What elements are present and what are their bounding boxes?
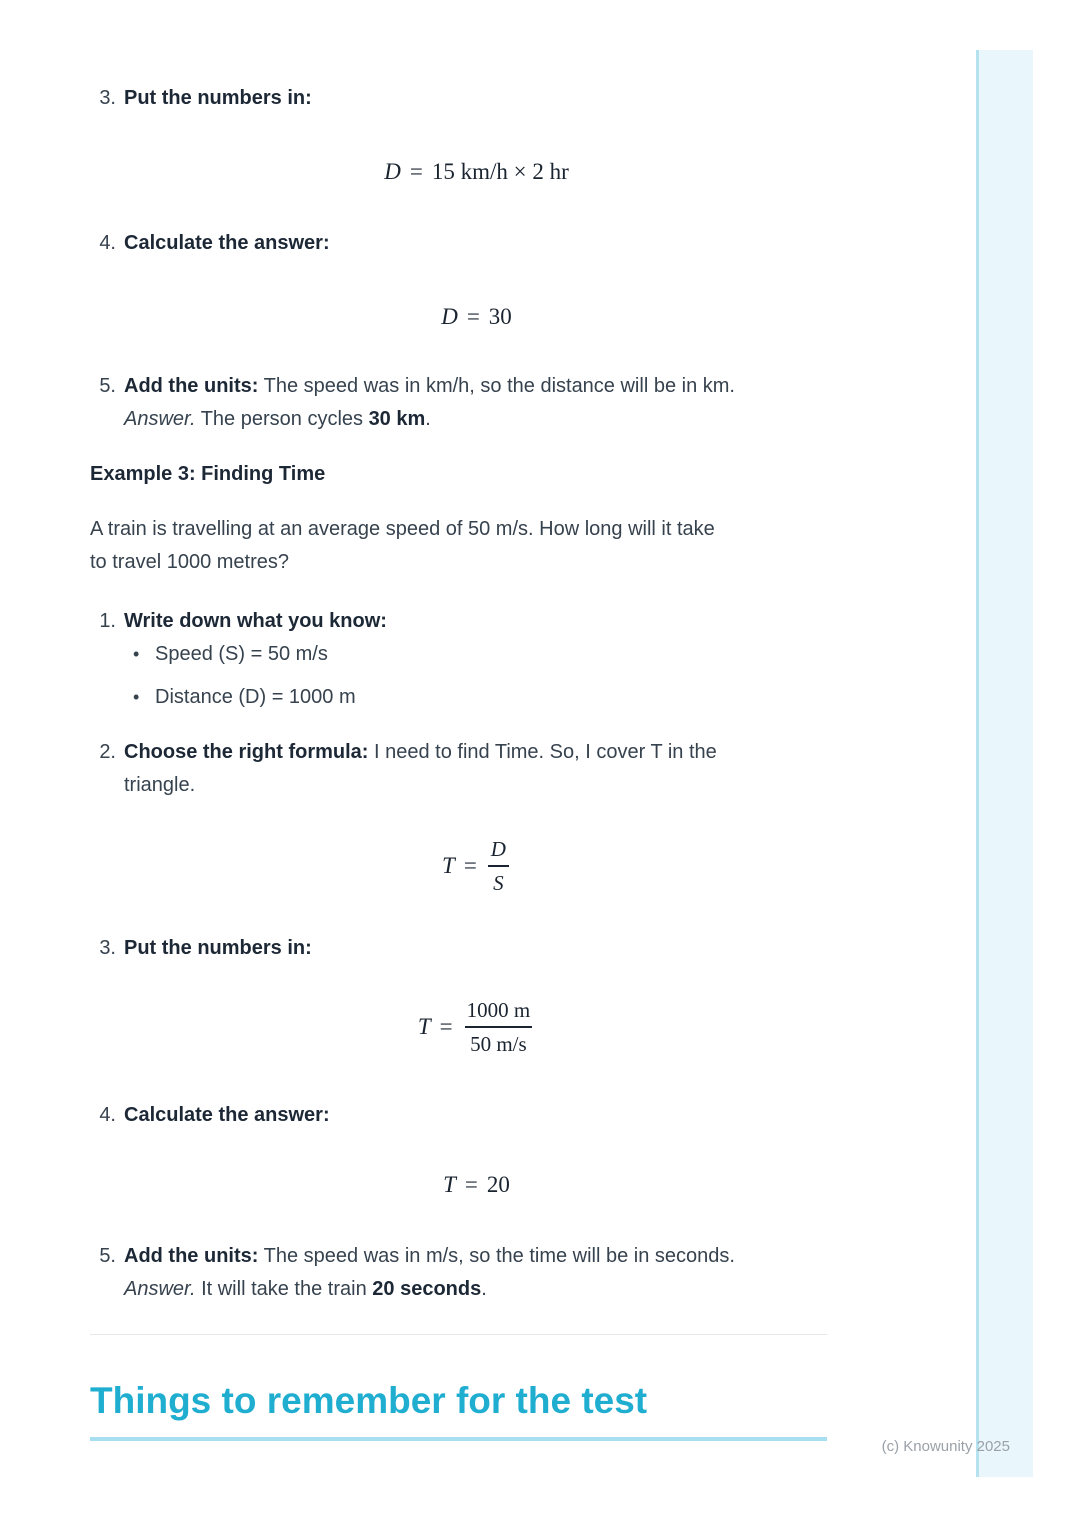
answer-label: Answer. — [124, 1278, 196, 1300]
document-content — [90, 0, 827, 1441]
step-text — [124, 736, 827, 802]
step-write-down — [90, 605, 827, 638]
equals-sign: = — [439, 1014, 453, 1039]
step-number: 2. — [99, 741, 116, 763]
fraction-denominator: 50 m/s — [465, 1026, 532, 1057]
math-variable: D — [441, 304, 458, 329]
step-text — [124, 1099, 827, 1132]
step-title: Add the units: — [124, 375, 259, 397]
list-item — [133, 681, 827, 714]
step-text — [124, 605, 827, 638]
math-variable: D — [384, 159, 401, 184]
list-item — [133, 638, 827, 671]
step-title: Write down what you know: — [124, 610, 387, 632]
equals-sign: = — [466, 304, 480, 329]
step-description: The speed was in m/s, so the time will be in seconds. — [258, 1245, 735, 1267]
fraction-denominator: S — [488, 865, 509, 896]
equals-sign: = — [409, 159, 423, 184]
fraction-numerator: D — [490, 837, 506, 861]
example3-intro — [90, 513, 827, 579]
step-calculate-ex2 — [90, 227, 827, 260]
known-values-list — [133, 638, 827, 714]
bullet-icon: • — [133, 644, 140, 664]
math-variable: T — [417, 1014, 431, 1039]
step-title: Calculate the answer: — [124, 1104, 330, 1126]
answer-value: 30 km — [368, 408, 426, 430]
step-put-numbers-ex3 — [90, 932, 827, 965]
step-number: 3. — [99, 87, 116, 109]
fraction-numerator: 1000 m — [466, 998, 531, 1022]
math-expression: 30 — [488, 304, 512, 329]
step-text — [124, 932, 827, 965]
right-margin-strip — [976, 50, 1033, 1477]
step-text — [124, 370, 827, 436]
answer-period: . — [425, 408, 431, 430]
step-text — [124, 82, 827, 115]
step-number: 1. — [99, 610, 116, 632]
section-divider — [90, 1334, 827, 1335]
step-description-line1: I need to find Time. So, I cover T in the — [368, 741, 717, 763]
step-text — [124, 1240, 827, 1306]
step-calculate-ex3 — [90, 1099, 827, 1132]
answer-period: . — [481, 1278, 487, 1300]
step-add-units-ex3 — [90, 1240, 827, 1306]
step-put-numbers-ex2 — [90, 82, 827, 115]
step-description-line2: triangle. — [124, 774, 196, 796]
step-title: Add the units: — [124, 1245, 259, 1267]
equation-time-substitution — [108, 997, 845, 1057]
answer-text: It will take the train — [195, 1278, 373, 1300]
intro-line2: to travel 1000 metres? — [90, 551, 289, 573]
things-to-remember-heading: Things to remember for the test — [90, 1380, 648, 1421]
answer-label: Answer. — [124, 408, 196, 430]
copyright-footer: (c) Knowunity 2025 — [881, 1438, 1010, 1455]
step-number: 4. — [99, 1104, 116, 1126]
example3-heading: Example 3: Finding Time — [90, 463, 326, 485]
equation-distance-result — [108, 302, 845, 332]
intro-line1: A train is travelling at an average speed of 50 m/s. How long will it take — [90, 518, 715, 540]
step-title: Calculate the answer: — [124, 232, 330, 254]
equation-time-result — [108, 1170, 845, 1200]
step-add-units-ex2 — [90, 370, 827, 436]
step-title: Put the numbers in: — [124, 937, 312, 959]
equation-distance-substitution — [108, 157, 845, 187]
math-expression: 20 — [486, 1172, 510, 1197]
step-number: 5. — [99, 375, 116, 397]
heading-underline-rule — [90, 1437, 827, 1441]
list-item-text: Distance (D) = 1000 m — [155, 686, 356, 708]
math-variable: T — [443, 1172, 456, 1197]
step-text — [124, 227, 827, 260]
bullet-icon: • — [133, 687, 140, 707]
math-expression: 15 km/h × 2 hr — [431, 159, 569, 184]
step-title: Choose the right formula: — [124, 741, 369, 763]
fraction — [462, 997, 536, 1057]
step-number: 4. — [99, 232, 116, 254]
equals-sign: = — [463, 853, 477, 878]
list-item-text: Speed (S) = 50 m/s — [155, 643, 328, 665]
step-description: The speed was in km/h, so the distance will be in km. — [258, 375, 735, 397]
equation-time-formula — [108, 836, 845, 896]
equals-sign: = — [464, 1172, 478, 1197]
step-title: Put the numbers in: — [124, 87, 312, 109]
math-variable: T — [442, 853, 455, 878]
fraction — [486, 836, 511, 896]
answer-text: The person cycles — [195, 408, 369, 430]
step-number: 5. — [99, 1245, 116, 1267]
step-choose-formula — [90, 736, 827, 802]
answer-value: 20 seconds — [372, 1278, 482, 1300]
step-number: 3. — [99, 937, 116, 959]
